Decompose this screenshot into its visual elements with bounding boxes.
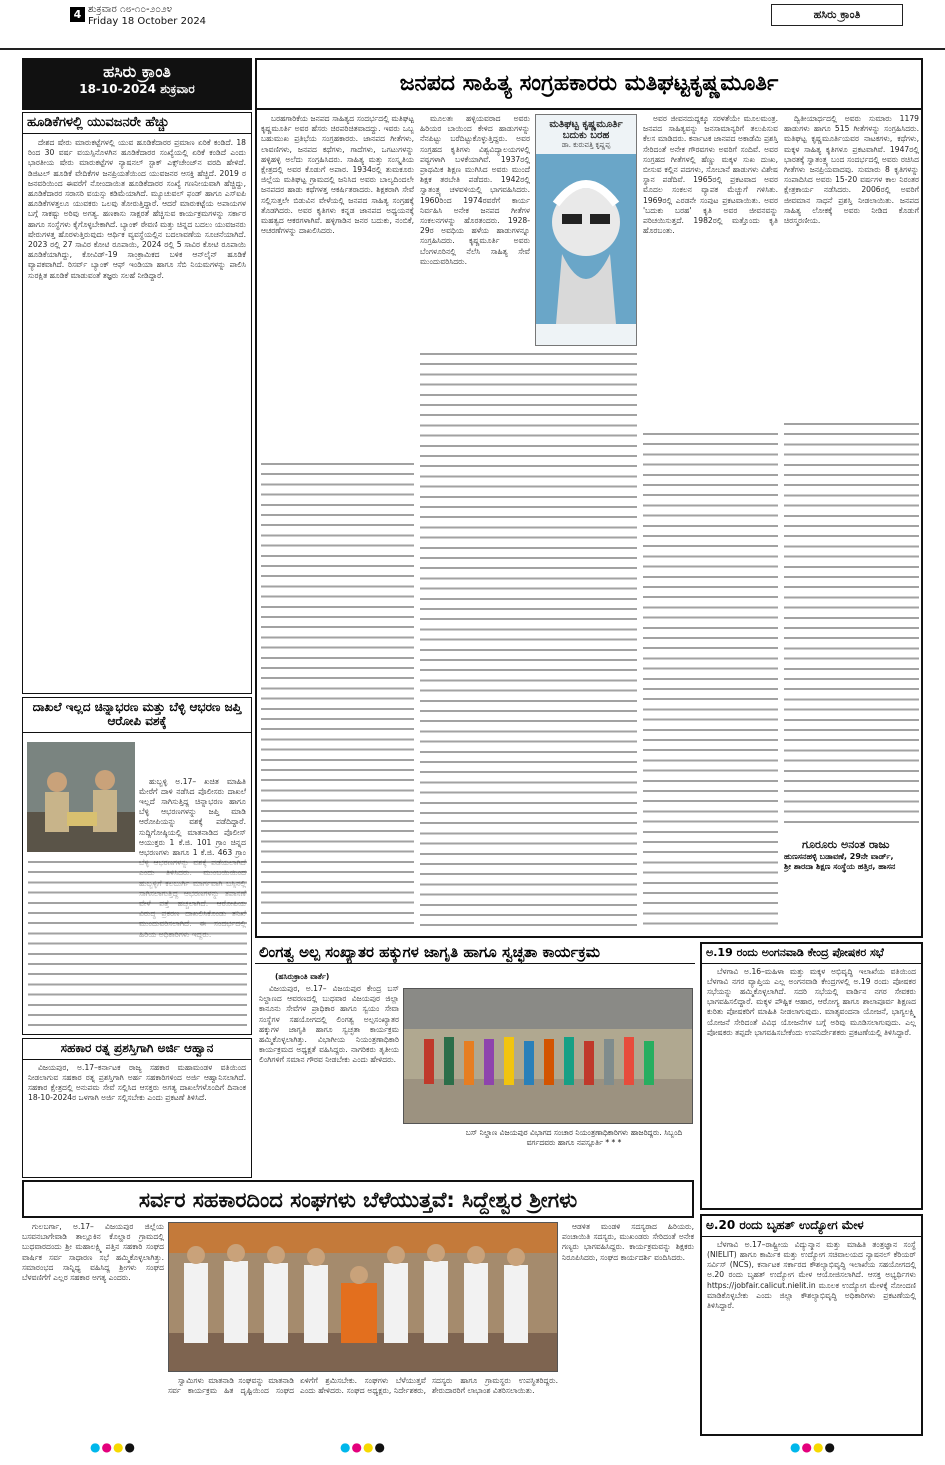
feature-col4: ದ್ವಿತೀಯಾರ್ಧದಲ್ಲಿ ಅವರು ಸುಮಾರು 1179 ಹಾಡುಗಳು ಹಾಗೂ 515 ಗೀತೆಗಳನ್ನು ಸಂಗ್ರಹಿಸಿದರು. ಮತಿಘಟ್ಟ ಕೃಷ್ಣಮೂರ್ತಿಯವರ ನಾಟಕಗಳು, ಕಥೆಗಳು, ಮಕ್ಕಳ ಸಾಹಿತ್ಯ ಕೃತಿಗಳೂ ಪ್ರಕಟವಾಗಿವೆ. 1947ರಲ್ಲಿ ಭಾರತಕ್ಕೆ ಸ್ವಾತಂತ್ರ್ಯ ಬಂದ ಸಂದರ್ಭದಲ್ಲಿ ಅವರು ರಚಿಸಿದ ಗೀತೆಗಳು ಜನಪ್ರಿಯವಾದವು. ಸುಮಾರು 8 ಕೃತಿಗಳನ್ನು ಸಂಪಾದಿಸಿದ ಅವರು 15-20 ವರ್ಷಗಳ ಕಾಲ ನಿರಂತರ ಕ್ಷೇತ್ರಕಾರ್ಯ ನಡೆಸಿದರು. 2006ರಲ್ಲಿ ಅವರಿಗೆ ಜೀವಮಾನ ಸಾಧನೆ ಪ್ರಶಸ್ತಿ ನೀಡಲಾಯಿತು. ಜನಪದ ಸಾಹಿತ್ಯ ಲೋಕಕ್ಕೆ ಅವರು ನೀಡಿದ ಕೊಡುಗೆ ಚಿರಸ್ಮರಣೀಯ. bbox=[784, 114, 919, 226]
story-sangha-text-left: ಗುಲಬರ್ಗಾ, ಅ.17– ವಿಜಯಪುರ ಜಿಲ್ಲೆಯ ಬಸವನಬಾಗೇವಾಡಿ ತಾಲ್ಲೂಕಿನ ಕೊಲ್ಹಾರ ಗ್ರಾಮದಲ್ಲಿ ಬುಧವಾರದಂದು ಶ್ರೀ ಮಹಾಲಕ್ಷ್ಮಿ ಪತ್ತಿನ ಸಹಕಾರಿ ಸಂಘದ ವಾರ್ಷಿಕ ಸರ್ವ ಸಾಧಾರಣ ಸಭೆ ಹಮ್ಮಿಕೊಳ್ಳಲಾಗಿತ್ತು. ಸಮಾರಂಭದ ಸಾನ್ನಿಧ್ಯ ವಹಿಸಿದ್ದ ಶ್ರೀಗಳು ಸಂಘದ ಬೆಳವಣಿಗೆಗೆ ಎಲ್ಲರ ಸಹಕಾರ ಅಗತ್ಯ ಎಂದರು. bbox=[22, 1222, 164, 1283]
page-number: 4 bbox=[70, 7, 85, 22]
story-jewel-continued bbox=[28, 858, 247, 1030]
book-author: ಡಾ. ಕುರುವತ್ತಿ ಕೃಷ್ಣಪ್ಪ bbox=[561, 141, 611, 149]
author-signature: ಗೂರೂರು ಅನಂತ ರಾಜು bbox=[802, 838, 890, 851]
feature-col4-continued bbox=[784, 420, 919, 830]
police-photo-icon bbox=[27, 742, 135, 852]
story-lingatva-text: ವಿಜಯಪುರ, ಅ.17– ವಿಜಯಪುರ ಕೇಂದ್ರ ಬಸ್ ನಿಲ್ದಾಣದ ಆವರಣದಲ್ಲಿ ಬುಧವಾರ ವಿಜಯಪುರ ಜಿಲ್ಲಾ ಕಾನೂನು ಸೇವೆಗಳ ಪ್ರಾಧಿಕಾರ ಹಾಗೂ ಸ್ವಯಂ ಸೇವಾ ಸಂಸ್ಥೆಗಳ ಸಹಯೋಗದಲ್ಲಿ ಲಿಂಗತ್ವ ಅಲ್ಪಸಂಖ್ಯಾತರ ಹಕ್ಕುಗಳ ಜಾಗೃತಿ ಹಾಗೂ ಸ್ವಚ್ಛತಾ ಕಾರ್ಯಕ್ರಮ ಹಮ್ಮಿಕೊಳ್ಳಲಾಗಿತ್ತು. ವಿಭಾಗೀಯ ನಿಯಂತ್ರಣಾಧಿಕಾರಿ ಕಾರ್ಯಕ್ರಮದ ಅಧ್ಯಕ್ಷತೆ ವಹಿಸಿದ್ದರು. ನಾಗರಿಕರು ತೃತೀಯ ಲಿಂಗಿಗಳಿಗೆ ಸಮಾನ ಗೌರವ ನೀಡಬೇಕು ಎಂದು ಹೇಳಿದರು. bbox=[259, 984, 399, 1065]
masthead-name: ಹಸಿರು ಕ್ರಾಂತಿ bbox=[103, 62, 171, 81]
lingatva-photo bbox=[403, 988, 693, 1124]
feature-col1: ಬರಹಗಾರಿಕೆಯ ಜನಪದ ಸಾಹಿತ್ಯದ ಸಂದರ್ಭದಲ್ಲಿ ಮತಿಘಟ್ಟ ಕೃಷ್ಣಮೂರ್ತಿ ಅವರ ಹೆಸರು ಚಿರಪರಿಚಿತವಾದದ್ದು. ಇವರು ಒಬ್ಬ ಬಹುಮುಖ ಪ್ರತಿಭೆಯ ಸಂಗ್ರಹಕಾರರು. ಜಾನಪದ ಗೀತೆಗಳು, ಲಾವಣಿಗಳು, ಜನಪದ ಕಥೆಗಳು, ಗಾದೆಗಳು, ಒಗಟುಗಳನ್ನು ಹಳ್ಳಿಹಳ್ಳಿ ಅಲೆದು ಸಂಗ್ರಹಿಸಿದರು. ಸಾಹಿತ್ಯ ಮತ್ತು ಸಂಸ್ಕೃತಿಯ ಕ್ಷೇತ್ರದಲ್ಲಿ ಅವರ ಕೊಡುಗೆ ಅಪಾರ. 1934ರಲ್ಲಿ ತುಮಕೂರು ಜಿಲ್ಲೆಯ ಮತಿಘಟ್ಟ ಗ್ರಾಮದಲ್ಲಿ ಜನಿಸಿದ ಅವರು ಬಾಲ್ಯದಿಂದಲೇ ಜನಪದರ ಹಾಡು ಕಥೆಗಳತ್ತ ಆಕರ್ಷಿತರಾದರು. ಶಿಕ್ಷಕರಾಗಿ ಸೇವೆ ಸಲ್ಲಿಸುತ್ತಲೇ ಬಿಡುವಿನ ವೇಳೆಯಲ್ಲಿ ಜನಪದ ಸಾಹಿತ್ಯ ಸಂಗ್ರಹಕ್ಕೆ ತೊಡಗಿದರು. ಅವರ ಕೃತಿಗಳು ಕನ್ನಡ ಜಾನಪದ ಅಧ್ಯಯನಕ್ಕೆ ಮಹತ್ವದ ಆಕರಗಳಾಗಿವೆ. ಹಳ್ಳಿಗಾಡಿನ ಜನರ ಬದುಕು, ನಂಬಿಕೆ, ಆಚರಣೆಗಳನ್ನು ದಾಖಲಿಸಿದರು. bbox=[261, 114, 414, 236]
editorial-title: ಹೂಡಿಕೆಗಳಲ್ಲಿ ಯುವಜನರೇ ಹೆಚ್ಚು bbox=[23, 113, 251, 134]
page-header bbox=[0, 0, 945, 50]
story-sahakara-title: ಸಹಕಾರ ರತ್ನ ಪ್ರಶಸ್ತಿಗಾಗಿ ಅರ್ಜಿ ಆಹ್ವಾನ bbox=[23, 1039, 251, 1060]
masthead-date: 18-10-2024 ಶುಕ್ರವಾರ bbox=[24, 82, 250, 97]
story-lingatva bbox=[255, 942, 695, 1164]
page-date bbox=[88, 4, 206, 28]
story-anganwadi-text: ಬೆಳಗಾವಿ ಅ.16–ಮಹಿಳಾ ಮತ್ತು ಮಕ್ಕಳ ಅಭಿವೃದ್ಧಿ ಇಲಾಖೆಯ ವತಿಯಿಂದ ಬೆಳಗಾವಿ ನಗರ ವ್ಯಾಪ್ತಿಯ ಎಲ್ಲ ಅಂಗನವಾಡಿ ಕೇಂದ್ರಗಳಲ್ಲಿ ಅ.19 ರಂದು ಪೋಷಕರ ಸಭೆಯನ್ನು ಹಮ್ಮಿಕೊಳ್ಳಲಾಗಿದೆ. ಸದರಿ ಸಭೆಯಲ್ಲಿ ವಾರ್ಡಿನ ನಗರ ಸೇವಕರು ಭಾಗವಹಿಸಲಿದ್ದಾರೆ. ಮಕ್ಕಳ ಪೌಷ್ಟಿಕ ಆಹಾರ, ಆರೋಗ್ಯ ಹಾಗೂ ಶಾಲಾಪೂರ್ವ ಶಿಕ್ಷಣದ ಕುರಿತು ಪೋಷಕರಿಗೆ ಮಾಹಿತಿ ನೀಡಲಾಗುವುದು. ಮಾತೃವಂದನಾ ಯೋಜನೆ, ಭಾಗ್ಯಲಕ್ಷ್ಮಿ ಯೋಜನೆ ಸೇರಿದಂತೆ ವಿವಿಧ ಯೋಜನೆಗಳ ಬಗ್ಗೆ ಅರಿವು ಮೂಡಿಸಲಾಗುವುದು. ಎಲ್ಲ ಪೋಷಕರು ತಪ್ಪದೇ ಭಾಗವಹಿಸಬೇಕೆಂದು ಉಪನಿರ್ದೇಶಕರು ಪ್ರಕಟಣೆಯಲ್ಲಿ ತಿಳಿಸಿದ್ದಾರೆ. bbox=[707, 966, 916, 1037]
story-udyoga-title: ಅ.20 ರಂದು ಬೃಹತ್ ಉದ್ಯೋಗ ಮೇಳ bbox=[702, 1216, 921, 1237]
feature-title: ಜನಪದ ಸಾಹಿತ್ಯ ಸಂಗ್ರಹಕಾರರು ಮತಿಘಟ್ಟಕೃಷ್ಣಮೂರ್ತಿ bbox=[257, 60, 921, 110]
feature-col2-top: ಮೂಲತಃ ಹಳ್ಳಿಯವರಾದ ಅವರು ಹಿರಿಯರ ಬಾಯಿಂದ ಕೇಳಿದ ಹಾಡುಗಳನ್ನು ನೆನಪಿಟ್ಟು ಬರೆದಿಟ್ಟುಕೊಳ್ಳುತ್ತಿದ್ದರು. ಅವರ ಸಂಗ್ರಹದ ಕೃತಿಗಳು ವಿಶ್ವವಿದ್ಯಾಲಯಗಳಲ್ಲಿ ಪಠ್ಯಗಳಾಗಿ ಬಳಕೆಯಾಗಿವೆ. 1937ರಲ್ಲಿ ಪ್ರಾಥಮಿಕ ಶಿಕ್ಷಣ ಮುಗಿಸಿದ ಅವರು ಮುಂದೆ ಶಿಕ್ಷಕ ತರಬೇತಿ ಪಡೆದರು. 1942ರಲ್ಲಿ ಸ್ವಾತಂತ್ರ್ಯ ಚಳವಳಿಯಲ್ಲಿ ಭಾಗವಹಿಸಿದರು. 1960ರಿಂದ 1974ರವರೆಗೆ ಕಾರ್ಯ ನಿರ್ವಹಿಸಿ ಅನೇಕ ಜನಪದ ಗೀತೆಗಳ ಸಂಕಲನಗಳನ್ನು ಹೊರತಂದರು. 1928-29ರ ಅವಧಿಯ ಹಳೆಯ ಹಾಡುಗಳನ್ನೂ ಸಂಗ್ರಹಿಸಿದರು. ಕೃಷ್ಣಮೂರ್ತಿ ಅವರು ಬೆಂಗಳೂರಿನಲ್ಲಿ ನೆಲೆಸಿ ಸಾಹಿತ್ಯ ಸೇವೆ ಮುಂದುವರಿಸಿದರು. bbox=[420, 114, 530, 266]
story-udyoga bbox=[700, 1214, 923, 1436]
registration-marks-right: ●●●● bbox=[790, 1440, 836, 1454]
author-address-1: ಹುಣಸನಹಳ್ಳಿ ಬಡಾವಣೆ, 29ನೇ ವಾರ್ಡ್, bbox=[784, 852, 894, 861]
masthead bbox=[22, 58, 252, 110]
page-date-kn: ಶುಕ್ರವಾರ ೧೮-೧೦-೨೦೨೪ bbox=[88, 4, 173, 15]
felicitation-photo-icon bbox=[169, 1223, 558, 1372]
feature-col3: ಅವರ ಜೀವನದುದ್ದಕ್ಕೂ ಸರಳತೆಯೇ ಮೂಲಮಂತ್ರ. ಜನಪದ ಸಾಹಿತ್ಯವನ್ನು ಜನಸಾಮಾನ್ಯರಿಗೆ ತಲುಪಿಸುವ ಕೆಲಸ ಮಾಡಿದರು. ಕರ್ನಾಟಕ ಜಾನಪದ ಅಕಾಡೆಮಿ ಪ್ರಶಸ್ತಿ ಸೇರಿದಂತೆ ಅನೇಕ ಗೌರವಗಳು ಅವರಿಗೆ ಸಂದಿವೆ. ಅವರ ಸಂಗ್ರಹದ ಗೀತೆಗಳಲ್ಲಿ ಹೆಣ್ಣು ಮಕ್ಕಳ ಸುಖ ದುಃಖ, ಬೀಸುವ ಕಲ್ಲಿನ ಪದಗಳು, ಸೋಬಾನೆ ಹಾಡುಗಳು ವಿಶೇಷ ಸ್ಥಾನ ಪಡೆದಿವೆ. 1965ರಲ್ಲಿ ಪ್ರಕಟವಾದ ಅವರ ಮೊದಲ ಸಂಕಲನ ವ್ಯಾಪಕ ಮೆಚ್ಚುಗೆ ಗಳಿಸಿತು. 1969ರಲ್ಲಿ ಎರಡನೇ ಸಂಪುಟ ಪ್ರಕಟವಾಯಿತು. ಅವರ 'ಬದುಕು ಬರಹ' ಕೃತಿ ಅವರ ಜೀವನವನ್ನು ಪರಿಚಯಿಸುತ್ತದೆ. 1982ರಲ್ಲಿ ಮತ್ತೊಂದು ಕೃತಿ ಹೊರಬಂತು. bbox=[643, 114, 778, 236]
jewel-photo bbox=[27, 742, 135, 852]
cleanliness-drive-photo-icon bbox=[404, 989, 693, 1124]
story-jewel-text: ಹುಬ್ಬಳ್ಳಿ ಅ.17– ಖಚಿತ ಮಾಹಿತಿ ಮೇರೆಗೆ ದಾಳಿ ನಡೆಸಿದ ಪೊಲೀಸರು ದಾಖಲೆ ಇಲ್ಲದೆ ಸಾಗಿಸುತ್ತಿದ್ದ ಚಿನ್ನಾಭರಣ ಹಾಗೂ ಬೆಳ್ಳಿ ಆಭರಣಗಳನ್ನು ಜಪ್ತಿ ಮಾಡಿ ಆರೋಪಿಯನ್ನು ವಶಕ್ಕೆ ಪಡೆದಿದ್ದಾರೆ. ಸುದ್ದಿಗೋಷ್ಠಿಯಲ್ಲಿ ಮಾತನಾಡಿದ ಪೊಲೀಸ್ ಆಯುಕ್ತರು 1 ಕೆ.ಜಿ. 101 ಗ್ರಾಂ ಚಿನ್ನದ ಆಭರಣಗಳು ಹಾಗೂ 1 ಕೆ.ಜಿ. 463 ಗ್ರಾಂ bbox=[139, 776, 246, 858]
book-title: ಮತಿಘಟ್ಟ ಕೃಷ್ಣಮೂರ್ತಿ ಬದುಕು ಬರಹ bbox=[549, 119, 623, 141]
feature-col3-continued bbox=[643, 430, 778, 930]
story-sahakara-text: ವಿಜಯಪುರ, ಅ.17–ಕರ್ನಾಟಕ ರಾಜ್ಯ ಸಹಕಾರ ಮಹಾಮಂಡಳ ವತಿಯಿಂದ ನೀಡಲಾಗುವ ಸಹಕಾರ ರತ್ನ ಪ್ರಶಸ್ತಿಗಾಗಿ ಅರ್ಹ ಸಹಕಾರಿಗಳಿಂದ ಅರ್ಜಿ ಆಹ್ವಾನಿಸಲಾಗಿದೆ. ಸಹಕಾರ ಕ್ಷೇತ್ರದಲ್ಲಿ ಅನುಪಮ ಸೇವೆ ಸಲ್ಲಿಸಿದ ಆಸಕ್ತರು ಅಗತ್ಯ ದಾಖಲೆಗಳೊಂದಿಗೆ ದಿನಾಂಕ 18-10-2024ರ ಒಳಗಾಗಿ ಅರ್ಜಿ ಸಲ್ಲಿಸಬೇಕು ಎಂದು ಪ್ರಕಟಣೆ ತಿಳಿಸಿದೆ. bbox=[28, 1062, 246, 1103]
author-address-2: ಶ್ರೀ ಶಾರದಾ ಶಿಕ್ಷಣ ಸಂಸ್ಥೆಯ ಹತ್ತಿರ, ಹಾಸನ bbox=[784, 862, 896, 871]
feature-col1-continued bbox=[261, 460, 414, 930]
story-udyoga-text: ಬೆಳಗಾವಿ ಅ.17–ರಾಷ್ಟ್ರೀಯ ವಿದ್ಯುನ್ಮಾನ ಮತ್ತು ಮಾಹಿತಿ ತಂತ್ರಜ್ಞಾನ ಸಂಸ್ಥೆ (NIELIT) ಹಾಗೂ ಕಾರ್ಮಿಕ ಮತ್ತು ಉದ್ಯೋಗ ಸಚಿವಾಲಯದ ನ್ಯಾಷನಲ್ ಕೆರಿಯರ್ ಸರ್ವಿಸ್ (NCS), ಕರ್ನಾಟಕ ಸರ್ಕಾರದ ಕೌಶಲ್ಯಾಭಿವೃದ್ಧಿ ಇಲಾಖೆಯ ಸಹಯೋಗದಲ್ಲಿ ಅ.20 ರಂದು ಬೃಹತ್ ಉದ್ಯೋಗ ಮೇಳ ಆಯೋಜಿಸಲಾಗಿದೆ. ಆಸಕ್ತ ಅಭ್ಯರ್ಥಿಗಳು https://jobfair.calicut.nielit.in ಮೂಲಕ ಉದ್ಯೋಗ ಮೇಳಕ್ಕೆ ನೋಂದಣಿ ಮಾಡಿಕೊಳ್ಳಬೇಕು ಎಂದು ಜಿಲ್ಲಾ ಕೌಶಲ್ಯಾಭಿವೃದ್ಧಿ ಅಧಿಕಾರಿಗಳು ಪ್ರಕಟಣೆಯಲ್ಲಿ ತಿಳಿಸಿದ್ದಾರೆ. bbox=[707, 1239, 916, 1311]
story-sahakara bbox=[22, 1038, 252, 1178]
page-date-en: Friday 18 October 2024 bbox=[88, 16, 207, 27]
story-sangha-title: ಸರ್ವರ ಸಹಕಾರದಿಂದ ಸಂಘಗಳು ಬೆಳೆಯುತ್ತವೆ: ಸಿದ್ದೇಶ್ವರ ಶ್ರೀಗಳು bbox=[22, 1180, 694, 1218]
registration-marks-left: ●●●● bbox=[90, 1440, 136, 1454]
story-lingatva-title: ಲಿಂಗತ್ವ ಅಲ್ಪ ಸಂಖ್ಯಾತರ ಹಕ್ಕುಗಳ ಜಾಗೃತಿ ಹಾಗೂ ಸ್ವಚ್ಛತಾ ಕಾರ್ಯಕ್ರಮ bbox=[255, 942, 695, 964]
feature-col2-continued bbox=[420, 350, 637, 932]
story-lingatva-byline: (ಹಸಿರುಕ್ರಾಂತಿ ವಾರ್ತೆ) bbox=[275, 972, 330, 981]
story-anganwadi bbox=[700, 942, 923, 1210]
registration-marks-center: ●●●● bbox=[340, 1440, 386, 1454]
editorial bbox=[22, 112, 252, 694]
feature bbox=[255, 58, 923, 938]
story-sangha-text-mid: ಸ್ವಾಮಿಗಳು ಮಾತನಾಡಿ ಸಂಘವನ್ನು ಮಾತನಾಡಿ ಸರ್ವ ಕಾರ್ಯಕ್ರಮ ಹಿತ ದೃಷ್ಟಿಯಿಂದ ಸಂಘದ ಏಳಿಗೆಗೆ ಶ್ರಮಿಸಬೇಕು. ಸಂಘಗಳು ಬೆಳೆಯುತ್ತವೆ ಎಂದು ಹೇಳಿದರು. ಸಂಘದ ಅಧ್ಯಕ್ಷರು, ನಿರ್ದೇಶಕರು, ಸದಸ್ಯರು ಹಾಗೂ ಗ್ರಾಮಸ್ಥರು ಉಪಸ್ಥಿತರಿದ್ದರು. ಶೇರುದಾರರಿಗೆ ಲಾಭಾಂಶ ವಿತರಿಸಲಾಯಿತು. bbox=[168, 1376, 558, 1396]
lingatva-photo-caption: ಬಸ್ ನಿಲ್ದಾಣ ವಿಜಯಪುರ ವಿಭಾಗದ ಸಂಚಾರ ನಿಯಂತ್ರಣಾಧಿಕಾರಿಗಳು ಹಾಜರಿದ್ದರು. ಸಿಬ್ಬಂದಿ ವರ್ಗದವರು ಹಾಗೂ ನಪಸ್ಪೂರ್ತಿ * * * bbox=[465, 1128, 683, 1147]
author-signature-block bbox=[784, 838, 919, 932]
story-sangha-text-right: ಆಡಳಿತ ಮಂಡಳಿ ಸದಸ್ಯರಾದ ಹಿರಿಯರು, ಪಂಚಾಯಿತಿ ಸದಸ್ಯರು, ಮುಖಂಡರು ಸೇರಿದಂತೆ ಅನೇಕ ಗಣ್ಯರು ಭಾಗವಹಿಸಿದ್ದರು. ಕಾರ್ಯಕ್ರಮವನ್ನು ಶಿಕ್ಷಕರು ನಿರೂಪಿಸಿದರು, ಸಂಘದ ಕಾರ್ಯದರ್ಶಿ ವಂದಿಸಿದರು. bbox=[562, 1222, 694, 1262]
sangha-photo bbox=[168, 1222, 558, 1372]
paper-name: ಹಸಿರು ಕ್ರಾಂತಿ bbox=[771, 4, 903, 26]
book-cover bbox=[535, 114, 637, 346]
story-jewel bbox=[22, 697, 252, 1035]
editorial-text: ದೇಶದ ಷೇರು ಮಾರುಕಟ್ಟೆಗಳಲ್ಲಿ ಯುವ ಹೂಡಿಕೆದಾರರ ಪ್ರಮಾಣ ಏರಿಕೆ ಕಂಡಿದೆ. 18 ರಿಂದ 30 ವರ್ಷ ವಯಸ್ಸಿನೊಳಗಿನ ಹೂಡಿಕೆದಾರರ ಸಂಖ್ಯೆಯಲ್ಲಿ ಏರಿಕೆ ಕಂಡಿದೆ ಎಂದು ಭಾರತೀಯ ಷೇರು ಮಾರುಕಟ್ಟೆಗಳ ನ್ಯಾಷನಲ್ ಸ್ಟಾಕ್ ಎಕ್ಸ್‌ಚೇಂಜ್‌ನ ವರದಿ ಹೇಳಿದೆ. ಡಿಜಿಟಲ್ ಹೂಡಿಕೆ ವೇದಿಕೆಗಳ ಜನಪ್ರಿಯತೆಯಿಂದ ಯುವಜನರ ಆಸಕ್ತಿ ಹೆಚ್ಚಿದೆ. 2019 ರ ಜನವರಿಯಿಂದ ಈವರೆಗೆ ನೋಂದಾಯಿತ ಹೂಡಿಕೆದಾರರ ಸಂಖ್ಯೆ ಗಣನೀಯವಾಗಿ ಹೆಚ್ಚಿದ್ದು, ಹೂಡಿಕೆದಾರರ ಸರಾಸರಿ ವಯಸ್ಸು ಕಡಿಮೆಯಾಗಿದೆ. ಮ್ಯೂಚುವಲ್ ಫಂಡ್ ಹಾಗೂ ಎಸ್‌ಐಪಿ ಹೂಡಿಕೆಗಳತ್ತಲೂ ಯುವಕರು ಒಲವು ತೋರುತ್ತಿದ್ದಾರೆ. ಆದರೆ ಮಾರುಕಟ್ಟೆಯ ಅಪಾಯಗಳ ಬಗ್ಗೆ ಸಾಕಷ್ಟು ಅರಿವು ಅಗತ್ಯ. ಹಣಕಾಸು ಸಾಕ್ಷರತೆ ಹೆಚ್ಚಿಸುವ ಕಾರ್ಯಕ್ರಮಗಳನ್ನು ಸರ್ಕಾರ ಹಾಗೂ ಸಂಸ್ಥೆಗಳು ಕೈಗೊಳ್ಳಬೇಕಾಗಿದೆ. ಬ್ಯಾಂಕ್ ಠೇವಣಿ ಮತ್ತು ಚಿನ್ನದ ಬದಲು ಯುವಜನರು ಷೇರುಗಳತ್ತ ಹೊರಳುತ್ತಿರುವುದು ಆರ್ಥಿಕ ವ್ಯವಸ್ಥೆಯಲ್ಲಿನ ಬದಲಾವಣೆಯ ಸೂಚನೆಯಾಗಿದೆ. 2023 ರಲ್ಲಿ 27 ಸಾವಿರ ಕೋಟಿ ರೂಪಾಯಿ, 2024 ರಲ್ಲಿ 5 ಸಾವಿರ ಕೋಟಿ ರೂಪಾಯಿ ಹೂಡಿಕೆಯಾಗಿದ್ದು, ಕೋವಿಡ್-19 ಸಾಂಕ್ರಾಮಿಕದ ಬಳಿಕ ಆನ್‌ಲೈನ್ ಹೂಡಿಕೆ ವ್ಯಾಪಕವಾಗಿದೆ. ರಿಸರ್ವ್ ಬ್ಯಾಂಕ್ ಆಫ್ ಇಂಡಿಯಾ ಹಾಗೂ ಸೆಬಿ ನಿಯಮಗಳನ್ನು ಪಾಲಿಸಿ ಸುರಕ್ಷಿತ ಹೂಡಿಕೆ ಮಾಡುವಂತೆ ತಜ್ಞರು ಸಲಹೆ ನೀಡಿದ್ದಾರೆ. bbox=[28, 137, 246, 280]
story-jewel-title: ದಾಖಲೆ ಇಲ್ಲದ ಚಿನ್ನಾಭರಣ ಮತ್ತು ಬೆಳ್ಳಿ ಆಭರಣ ಜಪ್ತಿ ಆರೋಪಿ ವಶಕ್ಕೆ bbox=[23, 698, 251, 733]
portrait-illustration-icon bbox=[536, 154, 636, 324]
story-anganwadi-title: ಅ.19 ರಂದು ಅಂಗನವಾಡಿ ಕೇಂದ್ರ ಪೋಷಕರ ಸಭೆ bbox=[702, 944, 921, 964]
